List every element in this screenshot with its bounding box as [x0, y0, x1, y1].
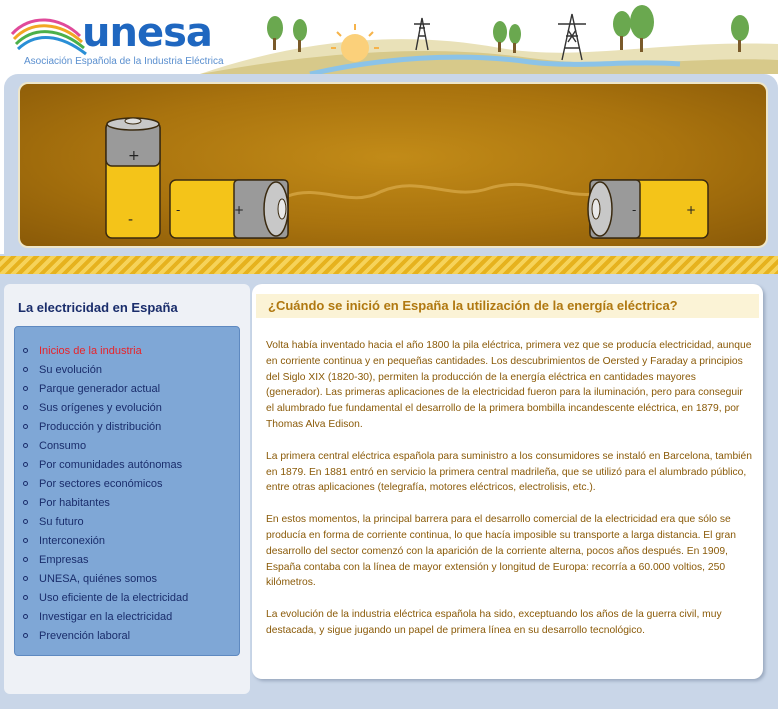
- unesa-logo[interactable]: [10, 8, 224, 70]
- decorative-stripe: [0, 254, 778, 274]
- sidebar-item-label: Consumo: [39, 439, 87, 452]
- sidebar-item[interactable]: [15, 341, 239, 360]
- paragraph: La primera central eléctrica española para suministro a los consumidores se instaló en Barcelona, también en 1879. En 1881 entró en servicio la primera central madrileña, que se utilizó para el alumbrado público, entre otras aplicaciones (telegrafía, motores eléctricos, electrolisis, etc.).: [266, 450, 752, 494]
- banner-batteries: [18, 82, 768, 248]
- sidebar-item[interactable]: [15, 607, 239, 626]
- sidebar-item[interactable]: [15, 417, 239, 436]
- paragraph: En estos momentos, la principal barrera para el desarrollo comercial de la electricidad era que sólo se producía en forma de corriente continua, lo que hacía imposible su transporte a larga distancia. El gran desarrollo del sector comenzó con la aparición de la corriente alterna, pocos años después. En 1909, España contaba con la línea de mayor extensión y longitud de Europa: recorría a 60.000 voltios, 250 kilómetros.: [266, 514, 736, 589]
- bullet-icon: [23, 462, 28, 467]
- sidebar-item-label: Sus orígenes y evolución: [39, 401, 162, 414]
- sidebar-item-label: UNESA, quiénes somos: [39, 572, 157, 585]
- sidebar-item-label: Parque generador actual: [39, 382, 161, 395]
- sidebar-item[interactable]: [15, 531, 239, 550]
- sidebar-item[interactable]: [15, 512, 239, 531]
- sidebar-item[interactable]: [15, 588, 239, 607]
- svg-text:+: +: [686, 203, 697, 217]
- sidebar-item-label: Su futuro: [39, 515, 84, 528]
- bullet-icon: [23, 633, 28, 638]
- sidebar-item-label: Investigar en la electricidad: [39, 610, 173, 623]
- bullet-icon: [23, 595, 28, 600]
- sidebar-item[interactable]: [15, 360, 239, 379]
- bullet-icon: [23, 500, 28, 505]
- sidebar-item[interactable]: [15, 474, 239, 493]
- sidebar-item-label: Por sectores económicos: [39, 477, 163, 490]
- sidebar-item-label: Su evolución: [39, 363, 102, 376]
- bullet-icon: [23, 405, 28, 410]
- paragraph: La evolución de la industria eléctrica española ha sido, exceptuando los años de la guerra civil, muy destacada, y sigue jugando un papel de primera línea en su desarrollo tecnológico.: [266, 609, 722, 636]
- batteries-illustration: [20, 84, 768, 248]
- bullet-icon: [23, 443, 28, 448]
- bullet-icon: [23, 348, 28, 353]
- page-title: ¿Cuándo se inició en España la utilización de la energía eléctrica?: [256, 294, 759, 318]
- header: [0, 0, 778, 74]
- bullet-icon: [23, 367, 28, 372]
- sidebar-item-label: Por habitantes: [39, 496, 110, 509]
- svg-text:-: -: [176, 203, 181, 217]
- sidebar-item[interactable]: [15, 550, 239, 569]
- battery-lying-right-icon: [588, 180, 708, 238]
- landscape-illustration: [200, 0, 778, 74]
- bullet-icon: [23, 538, 28, 543]
- sidebar-title: La electricidad en España: [18, 300, 178, 315]
- logo-text: unesa: [82, 10, 212, 56]
- bullet-icon: [23, 576, 28, 581]
- sidebar-item-label: Prevención laboral: [39, 629, 131, 642]
- sidebar-item-label: Interconexión: [39, 534, 106, 547]
- bullet-icon: [23, 614, 28, 619]
- logo-swoosh-icon: [10, 12, 90, 56]
- bullet-icon: [23, 519, 28, 524]
- sidebar-item[interactable]: [15, 493, 239, 512]
- article-body: [266, 338, 752, 655]
- svg-text:+: +: [128, 148, 140, 164]
- sidebar-item-label: Por comunidades autónomas: [39, 458, 183, 471]
- sidebar-item[interactable]: [15, 398, 239, 417]
- svg-text:-: -: [128, 212, 134, 228]
- sidebar-item[interactable]: [15, 569, 239, 588]
- sidebar-item[interactable]: [15, 455, 239, 474]
- bullet-icon: [23, 386, 28, 391]
- paragraph: Volta había inventado hacia el año 1800 la pila eléctrica, primera vez que se producía electricidad, aunque en corriente continua y en pequeñas cantidades. Los descubrimientos de Oersted y Faraday a principios del Siglo XIX (1820-30), permiten la producción de la energía eléctrica en cantidades mayores (generador). Las primeras aplicaciones de la electricidad fueron para la iluminación, pero para conseguir el alumbrado fue fundamental el desarrollo de la primera bombilla incandescente eléctrica, en 1879, por Thomas Alva Edison.: [266, 340, 752, 430]
- logo-subtitle: Asociación Española de la Industria Eléctrica: [24, 56, 224, 67]
- sidebar-item-label: Uso eficiente de la electricidad: [39, 591, 189, 604]
- sidebar-item-label: Producción y distribución: [39, 420, 162, 433]
- sidebar-item[interactable]: [15, 379, 239, 398]
- sidebar-menu: [14, 326, 240, 656]
- bullet-icon: [23, 481, 28, 486]
- sidebar-item-label: Empresas: [39, 553, 89, 566]
- bullet-icon: [23, 557, 28, 562]
- svg-text:-: -: [632, 203, 637, 217]
- svg-text:+: +: [234, 203, 245, 217]
- sidebar-item[interactable]: [15, 626, 239, 645]
- sidebar: [4, 284, 250, 694]
- bullet-icon: [23, 424, 28, 429]
- sidebar-item-label: Inicios de la industria: [39, 344, 142, 357]
- battery-lying-left-icon: [170, 180, 288, 238]
- battery-standing-icon: [106, 118, 160, 238]
- main-content: [252, 284, 763, 679]
- sidebar-item[interactable]: [15, 436, 239, 455]
